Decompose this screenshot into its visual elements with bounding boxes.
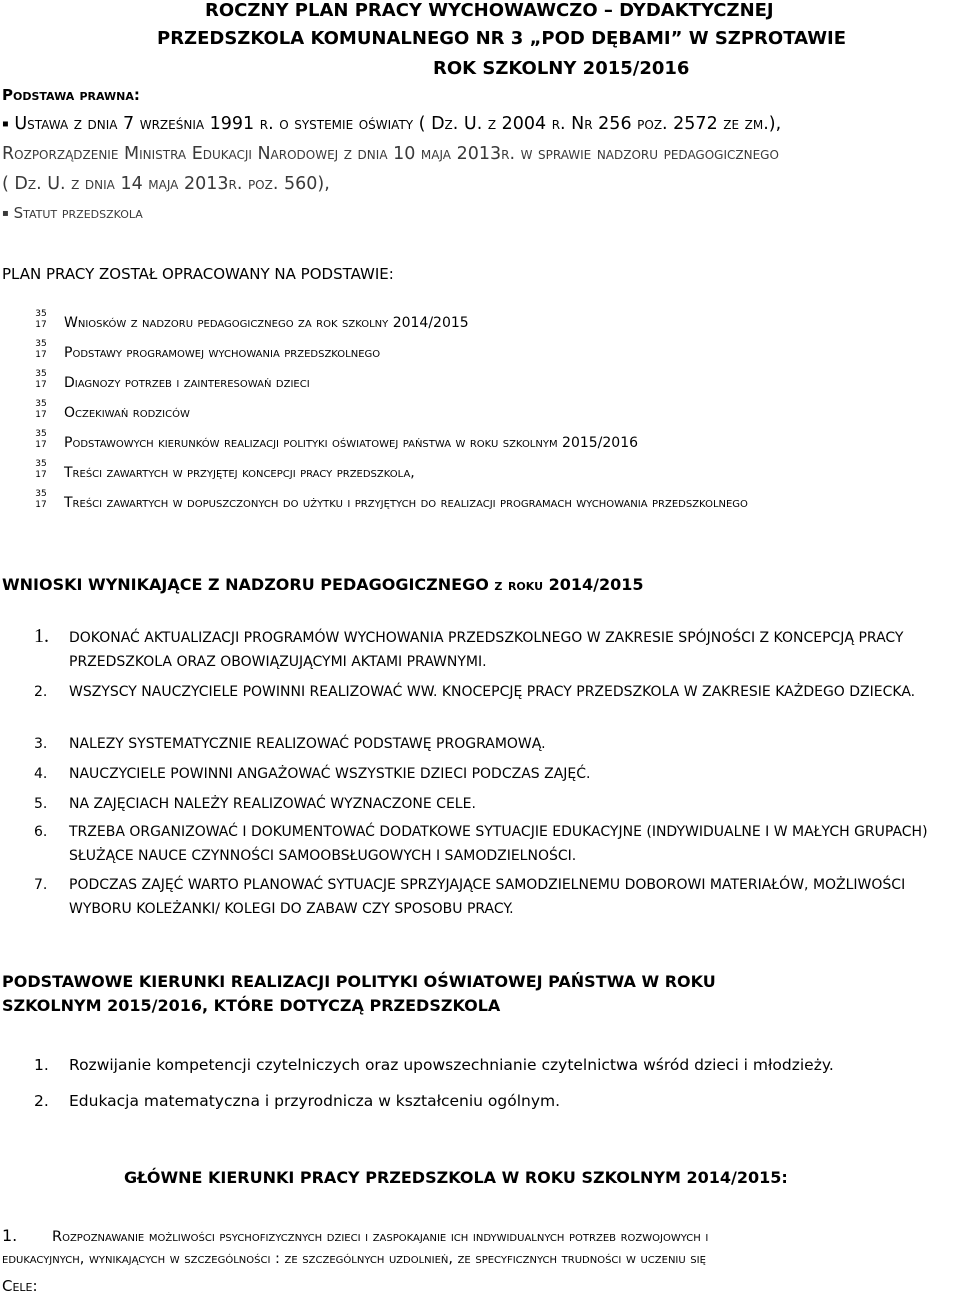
- bullet-icon: ▪: [2, 118, 9, 130]
- legal-text: Statut przedszkola: [13, 204, 143, 222]
- plan-basis-item-text: Oczekiwań rodziców: [64, 405, 190, 421]
- legal-line-1: [2, 114, 781, 134]
- main-directions-item-1-line-2: edukacyjnych, wynikających w szczególności : ze szczególnych uzdolnień, ze specyficznych trudności w uczeniu się: [2, 1251, 706, 1267]
- conclusion-item-number: 4.: [34, 766, 48, 782]
- plan-basis-item: [34, 310, 960, 340]
- policy-direction-text: Rozwijanie kompetencji czytelniczych oraz upowszechnianie czytelnictwa wśród dzieci i młodzieży.: [69, 1056, 834, 1074]
- policy-directions-title-line-1: PODSTAWOWE KIERUNKI REALIZACJI POLITYKI OŚWIATOWEJ PAŃSTWA W ROKU: [2, 972, 716, 991]
- policy-direction-item: [34, 1056, 834, 1074]
- document-title-line-1: ROCZNY PLAN PRACY WYCHOWAWCZO – DYDAKTYCZNEJ: [205, 0, 774, 21]
- conclusion-item-number: 1.: [34, 625, 49, 647]
- plan-basis-item: [34, 370, 960, 400]
- legal-line-4: [2, 204, 143, 222]
- bullet-number-top: 35: [35, 489, 47, 499]
- conclusion-item-text: TRZEBA ORGANIZOWAĆ I DOKUMENTOWAĆ DODATKOWE SYTUACJIE EDUKACYJNE (INDYWIDUALNE I W MAŁYCH GRUPACH) SŁUŻĄCE NAUCE CZYNNOŚCI SAMOOBSŁUGOWYCH I SAMODZIELNOŚCI.: [69, 824, 928, 864]
- policy-direction-number: 2.: [34, 1092, 49, 1110]
- conclusion-item-number: 5.: [34, 796, 48, 812]
- policy-direction-text: Edukacja matematyczna i przyrodnicza w kształceniu ogólnym.: [69, 1092, 561, 1110]
- legal-line-2: [2, 144, 779, 164]
- plan-basis-item-text: Podstawowych kierunków realizacji polityki oświatowej państwa w roku szkolnym 2015/2016: [64, 435, 639, 451]
- plan-basis-item-text: Diagnozy potrzeb i zainteresowań dzieci: [64, 375, 310, 391]
- main-directions-item-number: 1.: [2, 1226, 18, 1245]
- bullet-number-top: 35: [35, 459, 47, 469]
- conclusions-title-sc: z roku: [494, 575, 544, 594]
- conclusion-item-text: PODCZAS ZAJĘĆ WARTO PLANOWAĆ SYTUACJE SPRZYJAJĄCE SAMODZIELNEMU DOBOROWI MATERIAŁÓW, MOŻLIWOŚCI WYBORU KOLEŻANKI/ KOLEGI DO ZABAW CZY SPOSOBU PRACY.: [69, 877, 906, 917]
- plan-basis-item: [34, 430, 960, 460]
- conclusions-title-main: WNIOSKI WYNIKAJĄCE Z NADZORU PEDAGOGICZNEGO: [2, 575, 489, 594]
- policy-direction-number: 1.: [34, 1056, 49, 1074]
- document-title-line-3: ROK SZKOLNY 2015/2016: [433, 58, 690, 79]
- bullet-number-bottom: 17: [35, 470, 47, 480]
- plan-basis-item: [34, 400, 960, 430]
- plan-basis-item: [34, 490, 960, 520]
- bullet-number-top: 35: [35, 429, 47, 439]
- conclusion-item-text: NALEZY SYSTEMATYCZNIE REALIZOWAĆ PODSTAWĘ PROGRAMOWĄ.: [69, 736, 546, 752]
- conclusion-item-text: NAUCZYCIELE POWINNI ANGAŻOWAĆ WSZYSTKIE DZIECI PODCZAS ZAJĘĆ.: [69, 766, 591, 782]
- conclusion-item-number: 3.: [34, 736, 48, 752]
- legal-line-3: [2, 174, 330, 194]
- conclusion-item-text: NA ZAJĘCIACH NALEŻY REALIZOWAĆ WYZNACZONE CELE.: [69, 796, 476, 812]
- conclusions-title-year: 2014/2015: [548, 575, 644, 594]
- bullet-number-top: 35: [35, 369, 47, 379]
- document-title-line-2: PRZEDSZKOLA KOMUNALNEGO NR 3 „POD DĘBAMI” W SZPROTAWIE: [157, 28, 847, 49]
- conclusion-item-text: WSZYSCY NAUCZYCIELE POWINNI REALIZOWAĆ WW. KNOCEPCJĘ PRACY PRZEDSZKOLA W ZAKRESIE KAŻDEGO DZIECKA.: [69, 684, 916, 700]
- bullet-icon: ▪: [2, 208, 9, 219]
- bullet-number-bottom: 17: [35, 500, 47, 510]
- bullet-number-bottom: 17: [35, 320, 47, 330]
- main-directions-title: GŁÓWNE KIERUNKI PRACY PRZEDSZKOLA W ROKU SZKOLNYM 2014/2015:: [124, 1168, 788, 1187]
- bullet-number-bottom: 17: [35, 350, 47, 360]
- legal-text: Rozporządzenie Ministra Edukacji Narodowej z dnia 10 maja 2013r. w sprawie nadzoru pedagogicznego: [2, 144, 779, 164]
- legal-text: ( Dz. U. z dnia 14 maja 2013r. poz. 560),: [2, 174, 330, 194]
- bullet-number-top: 35: [35, 309, 47, 319]
- bullet-number-top: 35: [35, 339, 47, 349]
- plan-basis-item-text: Treści zawartych w przyjętej koncepcji pracy przedszkola,: [64, 465, 415, 481]
- bullet-number-bottom: 17: [35, 410, 47, 420]
- conclusions-title: [2, 575, 644, 594]
- bullet-number-bottom: 17: [35, 440, 47, 450]
- main-directions-item-text: Rozpoznawanie możliwości psychofizycznych dzieci i zaspokajanie ich indywidualnych potrzeb rozwojowych i: [52, 1229, 709, 1245]
- conclusion-item-number: 7.: [34, 877, 48, 893]
- conclusion-item-text: DOKONAĆ AKTUALIZACJI PROGRAMÓW WYCHOWANIA PRZEDSZKOLNEGO W ZAKRESIE SPÓJNOŚCI Z KONCEPCJĄ PRACY PRZEDSZKOLA ORAZ OBOWIĄZUJĄCYMI AKTAMI PRAWNYMI.: [69, 630, 904, 670]
- policy-directions-title-line-2: SZKOLNYM 2015/2016, KTÓRE DOTYCZĄ PRZEDSZKOLA: [2, 996, 501, 1015]
- plan-basis-item-text: Podstawy programowej wychowania przedszkolnego: [64, 345, 381, 361]
- bullet-number-top: 35: [35, 399, 47, 409]
- main-directions-item-1-line-1: [2, 1226, 708, 1245]
- policy-direction-item: [34, 1092, 560, 1110]
- plan-basis-item: [34, 460, 960, 490]
- conclusion-item-number: 6.: [34, 824, 48, 840]
- plan-basis-title: PLAN PRACY ZOSTAŁ OPRACOWANY NA PODSTAWIE:: [2, 265, 394, 283]
- legal-text: Ustawa z dnia 7 września 1991 r. o systemie oświaty ( Dz. U. z 2004 r. Nr 256 poz. 2572 ze zm.),: [14, 114, 782, 134]
- plan-basis-item-text: Treści zawartych w dopuszczonych do użytku i przyjętych do realizacji programach wychowania przedszkolnego: [64, 495, 748, 511]
- bullet-number-bottom: 17: [35, 380, 47, 390]
- goals-label: Cele:: [2, 1277, 38, 1295]
- conclusion-item-number: 2.: [34, 684, 48, 700]
- plan-basis-item-text: Wniosków z nadzoru pedagogicznego za rok szkolny 2014/2015: [64, 315, 469, 331]
- plan-basis-item: [34, 340, 960, 370]
- legal-basis-title: Podstawa prawna:: [2, 86, 140, 104]
